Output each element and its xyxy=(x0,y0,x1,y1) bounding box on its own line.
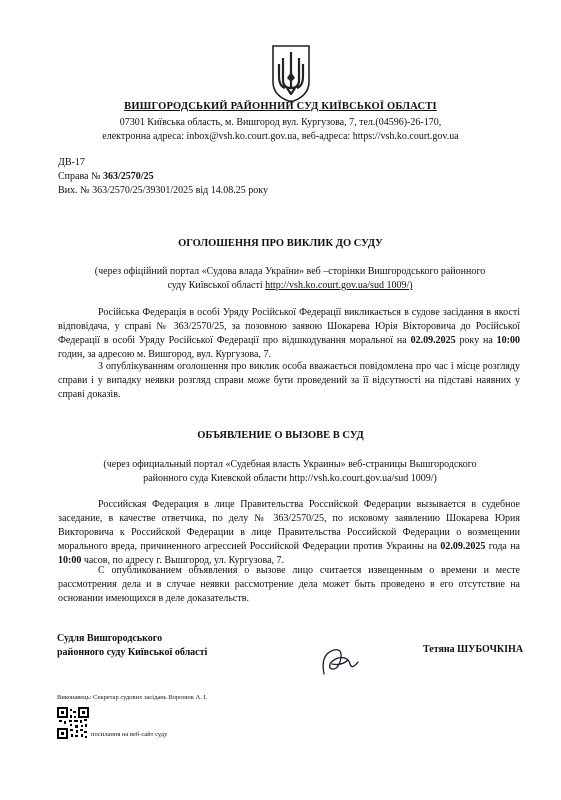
coat-of-arms-icon xyxy=(269,44,313,104)
court-address: 07301 Київська область, м. Вишгород вул. Кургузова, 7, тел.(04596)-26-170, xyxy=(119,117,442,128)
ua-subtitle-line2: суду Київської області http://vsh.ko.court.gov.ua/sud 1009/) xyxy=(167,280,413,291)
ua-paragraph-2: З опублікуванням оголошення про виклик особа вважається повідомлена про час і місце розгляду справи і у випадку неявки розгляд справи може бути проведений за її відсутності на підставі наявних у справі доказів. xyxy=(58,361,520,400)
case-label: Справа № xyxy=(58,171,104,182)
judge-name: Тетяна ШУБОЧКІНА xyxy=(423,644,524,655)
ru-subtitle-line1: (через официальный портал «Судебная власть Украины» веб-страницы Вышгородского xyxy=(103,459,477,470)
ua-title: ОГОЛОШЕННЯ ПРО ВИКЛИК ДО СУДУ xyxy=(178,238,383,249)
ru-paragraph-2: С опубликованием объявления о вызове лицо считается извещенным о времени и месте рассмотрения дела и в случае неявки рассмотрение дела может быть проведено в его отсутствие на основании имеющихся в деле доказательств. xyxy=(58,565,520,604)
ua-hearing-date: 02.09.2025 xyxy=(410,335,456,346)
ua-hearing-time: 10:00 xyxy=(496,335,520,346)
ua-subtitle-line1: (через офіційний портал «Судова влада України» веб –сторінки Вишгородського районного xyxy=(94,266,486,277)
ua-subtitle xyxy=(60,265,520,293)
ru-subtitle-line2: районного суда Киевской области http://vsh.ko.court.gov.ua/sud 1009/) xyxy=(143,473,437,484)
ru-title: ОБЪЯВЛЕНИЕ О ВЫЗОВЕ В СУД xyxy=(197,430,364,441)
ru-paragraph-1: Российская Федерация в лице Правительства Российской Федерации вызывается в судебное заседание, в качестве ответчика, по делу № 363/2570/25, по исковому заявлению Шокарева Юрия Викторовича к Российской Федерации в лице Правительства Российской Федерации о возмещении морального вреда, причиненного агрессией Российской Федерации против Украины на 02.09.2025 года на 10:00 часов, по адресу г. Вышгород, ул. Кургузова, 7. xyxy=(58,499,520,566)
ru-hearing-date: 02.09.2025 xyxy=(440,541,486,552)
court-name: ВИШГОРОДСЬКИЙ РАЙОННИЙ СУД КИЇВСЬКОЇ ОБЛАСТІ xyxy=(124,101,437,112)
signature-mark-icon xyxy=(318,644,362,680)
case-reference xyxy=(58,171,154,182)
document-code: ДВ-17 xyxy=(58,157,85,168)
executor-note: Виконавець: Секретар судових засідань Воронюк А. І. xyxy=(57,694,208,701)
judge-role: Судля Вишгородського районного суду Київської області xyxy=(57,633,208,658)
qr-code-icon[interactable] xyxy=(57,707,89,739)
qr-caption: посилання на веб-сайт суду xyxy=(91,731,168,738)
ua-paragraph-1: Російська Федерація в особі Уряду Російської Федерації викликається в судове засідання в якості відповідача, у справі № 363/2570/25, за позовною заявою Шокарева Юрія Вікторовича до Російської Федерації в особі Уряду Російської Федерації про відшкодування моральної на 02.09.2025 року на 10:00 годин, за адресою м. Вишгород, вул. Кургузова, 7. xyxy=(58,307,520,360)
case-number: 363/2570/25 xyxy=(103,171,154,182)
court-site-link[interactable]: http://vsh.ko.court.gov.ua/sud 1009/) xyxy=(265,280,413,291)
ru-subtitle xyxy=(60,458,520,486)
court-contacts: електронна адреса: inbox@vsh.ko.court.gov.ua, веб-адреса: https://vsh.ko.court.gov.ua xyxy=(102,131,459,142)
outgoing-number: Вих. № 363/2570/25/39301/2025 від 14.08.25 року xyxy=(58,185,268,196)
ru-hearing-time: 10:00 xyxy=(58,555,82,566)
